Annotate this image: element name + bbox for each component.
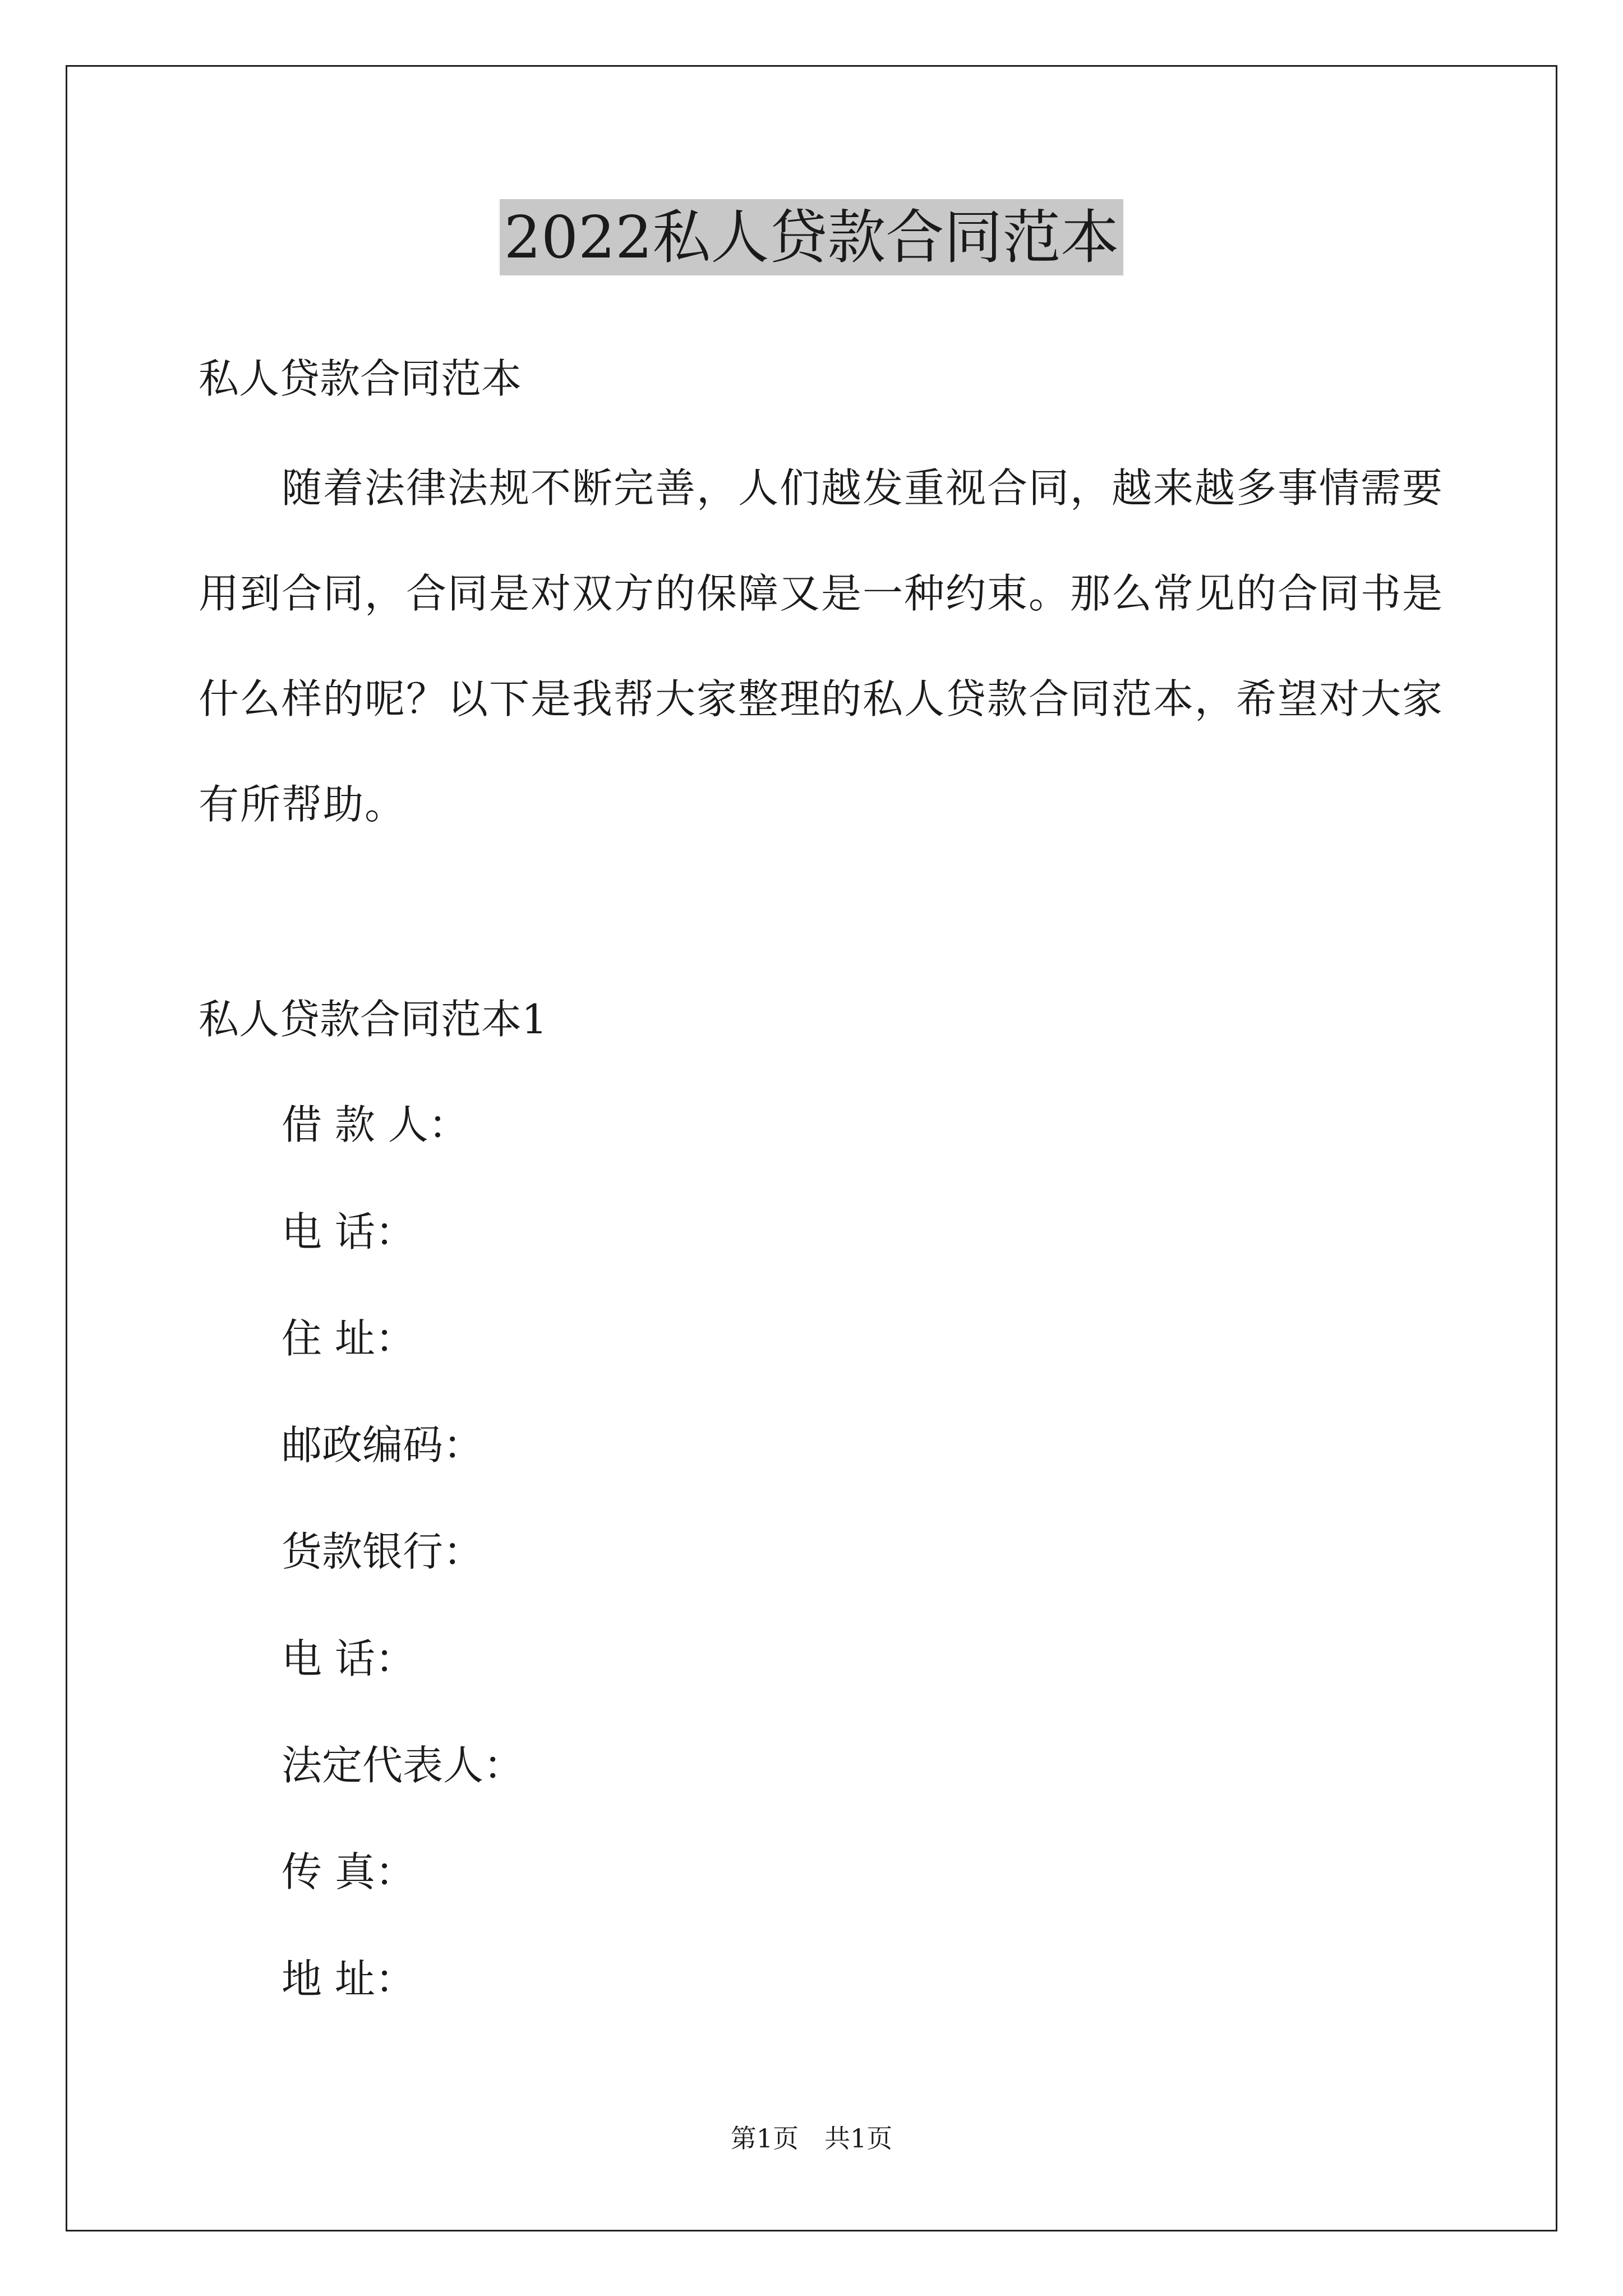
field-postal-code: 邮政编码： <box>282 1421 484 1469</box>
field-bank-address: 地 址： <box>282 1955 416 2003</box>
field-legal-representative: 法定代表人： <box>282 1742 524 1789</box>
intro-line-4: 有所帮助。 <box>199 781 407 828</box>
title-container <box>0 199 1623 275</box>
field-phone: 电 话： <box>282 1208 416 1255</box>
page-number-current: 第1页 <box>730 2123 799 2154</box>
section-heading: 私人贷款合同范本1 <box>199 996 547 1043</box>
field-address: 住 址： <box>282 1315 416 1362</box>
intro-line-2: 用到合同，合同是对双方的保障又是一种约束。那么常见的合同书是 <box>199 570 1444 617</box>
field-bank-phone: 电 话： <box>282 1635 416 1682</box>
field-borrower: 借 款 人： <box>282 1101 469 1148</box>
intro-line-3: 什么样的呢？以下是我帮大家整理的私人贷款合同范本，希望对大家 <box>199 675 1444 723</box>
document-subtitle: 私人贷款合同范本 <box>199 355 522 402</box>
field-fax: 传 真： <box>282 1848 416 1895</box>
intro-line-1: 随着法律法规不断完善，人们越发重视合同，越来越多事情需要 <box>282 464 1444 512</box>
page-number-total: 共1页 <box>824 2123 893 2154</box>
document-title: 2022私人贷款合同范本 <box>500 199 1124 275</box>
page-footer <box>0 2122 1623 2155</box>
field-lending-bank: 货款银行： <box>282 1528 484 1575</box>
